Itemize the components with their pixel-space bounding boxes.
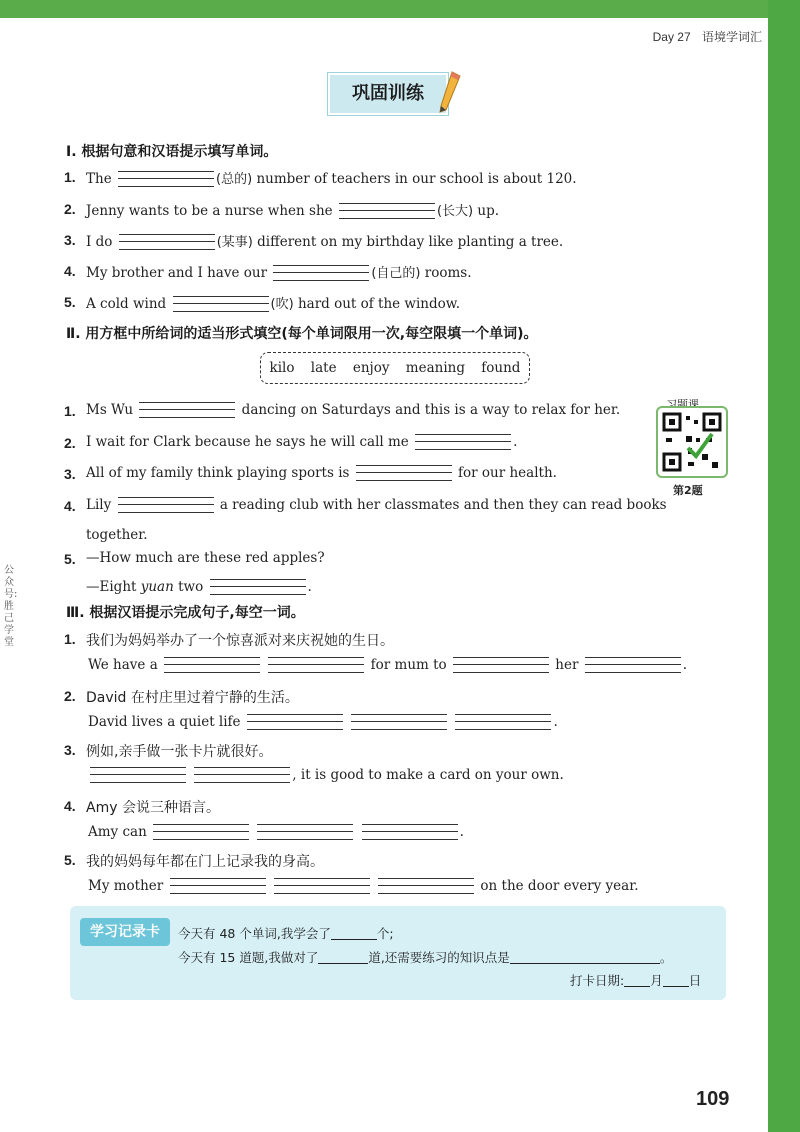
answer-blank[interactable] [173,296,269,312]
answer-blank[interactable] [624,974,650,987]
answer-blank[interactable] [318,951,368,964]
answer-blank[interactable] [194,767,290,783]
side-watermark: 公众号:胜己学堂 [4,565,18,648]
word-bank [260,352,530,384]
answer-blank[interactable] [118,171,214,187]
checkin-date: 打卡日期: 月 日 [570,973,702,988]
answer-blank[interactable] [164,657,260,673]
answer-blank[interactable] [663,974,689,987]
pencil-icon [438,70,462,114]
word-bank-item: found [481,360,521,376]
study-card-title: 学习记录卡 [80,918,170,946]
answer-blank[interactable] [90,767,186,783]
answer-blank[interactable] [339,203,435,219]
answer-blank[interactable] [378,878,474,894]
word-bank-item: late [310,360,337,376]
page-title: 巩固训练 [328,73,448,115]
section-1-heading: Ⅰ. 根据句意和汉语提示填写单词。 [66,144,278,160]
answer-blank[interactable] [274,878,370,894]
qr-label: 习题课 [666,398,699,411]
word-bank-item: kilo [269,360,295,376]
answer-blank[interactable] [356,465,452,481]
answer-blank[interactable] [257,824,353,840]
answer-blank[interactable] [415,434,511,450]
right-green-band [768,0,800,1132]
answer-blank[interactable] [210,579,306,595]
answer-blank[interactable] [170,878,266,894]
answer-blank[interactable] [331,927,377,940]
word-bank-item: meaning [405,360,465,376]
answer-blank[interactable] [247,714,343,730]
section-2-heading: Ⅱ. 用方框中所给词的适当形式填空(每个单词限用一次,每空限填一个单词)。 [66,326,538,342]
header-topic: 语境学词汇 [701,30,762,44]
answer-blank[interactable] [118,497,214,513]
answer-blank[interactable] [273,265,369,281]
qr-code-icon[interactable] [656,406,728,478]
running-header [645,28,762,45]
answer-blank[interactable] [351,714,447,730]
answer-blank[interactable] [362,824,458,840]
answer-blank[interactable] [153,824,249,840]
study-card-line-1: 今天有 48 个单词,我学会了 个; [178,926,394,941]
qr-caption: 第2题 [673,484,703,497]
answer-blank[interactable] [455,714,551,730]
answer-blank[interactable] [510,951,660,964]
answer-blank[interactable] [585,657,681,673]
answer-blank[interactable] [268,657,364,673]
answer-blank[interactable] [453,657,549,673]
header-day: Day 27 [652,30,691,44]
top-green-band [0,0,800,18]
answer-blank[interactable] [119,234,215,250]
word-bank-item: enjoy [352,360,390,376]
section-3-heading: Ⅲ. 根据汉语提示完成句子,每空一词。 [66,605,305,621]
study-card-line-2: 今天有 15 道题,我做对了 道,还需要练习的知识点是 。 [178,950,673,965]
answer-blank[interactable] [139,402,235,418]
page-number: 109 [696,1088,730,1110]
